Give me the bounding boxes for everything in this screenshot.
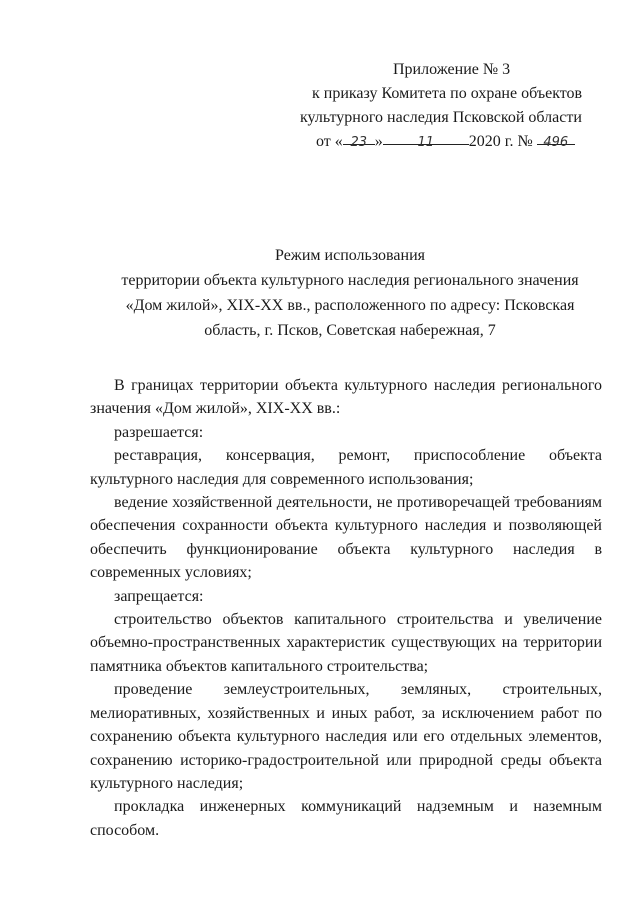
date-prefix: от «	[316, 133, 343, 150]
order-number-handwritten: 496	[543, 135, 569, 150]
appendix-number: Приложение № 3	[393, 61, 511, 78]
title-line-3: «Дом жилой», XIX-XX вв., расположенного по адресу: Псковская	[125, 297, 575, 314]
allowed-item-1: реставрация, консервация, ремонт, приспособление объекта культурного наследия для современного использования;	[90, 447, 602, 488]
appendix-header	[300, 58, 610, 154]
appendix-order-ref: к приказу Комитета по охране объектов	[312, 85, 583, 102]
appendix-date-line	[300, 130, 610, 154]
title-line-4: область, г. Псков, Советская набережная, 7	[204, 322, 496, 339]
date-mid: »	[374, 133, 383, 150]
date-day-blank	[343, 130, 375, 150]
title-line-1: Режим использования	[275, 247, 425, 264]
allowed-heading: разрешается:	[114, 423, 204, 441]
date-month-blank	[383, 130, 469, 150]
document-body	[90, 374, 602, 842]
title-line-2: территории объекта культурного наследия регионального значения	[121, 272, 579, 289]
forbidden-item-2: проведение землеустроительных, земляных, строительных, мелиоративных, хозяйственных и иных работ, за исключением работ по сохранению объекта культурного наследия или его отдельных элементов, сохранению историко-градостроительной или природной среды объекта культурного наследия;	[90, 681, 602, 792]
order-number-blank	[537, 130, 575, 150]
date-year: 2020 г. №	[468, 133, 533, 150]
appendix-committee: культурного наследия Псковской области	[300, 109, 582, 126]
date-month-handwritten: 11	[417, 135, 435, 150]
date-day-handwritten: 23	[350, 135, 368, 150]
forbidden-item-3: прокладка инженерных коммуникаций надземным и наземным способом.	[90, 798, 602, 839]
intro-paragraph: В границах территории объекта культурного наследия регионального значения «Дом жилой», XIX-XX вв.:	[90, 377, 602, 418]
document-title	[80, 243, 620, 343]
allowed-item-2: ведение хозяйственной деятельности, не противоречащей требованиям обеспечения сохранности объекта культурного наследия и позволяющей обеспечить функционирование объекта культурного наследия в современных условиях;	[90, 494, 602, 582]
forbidden-heading: запрещается:	[114, 587, 204, 605]
forbidden-item-1: строительство объектов капитального строительства и увеличение объемно-пространственных характеристик существующих на территории памятника объектов капитального строительства;	[90, 611, 602, 675]
